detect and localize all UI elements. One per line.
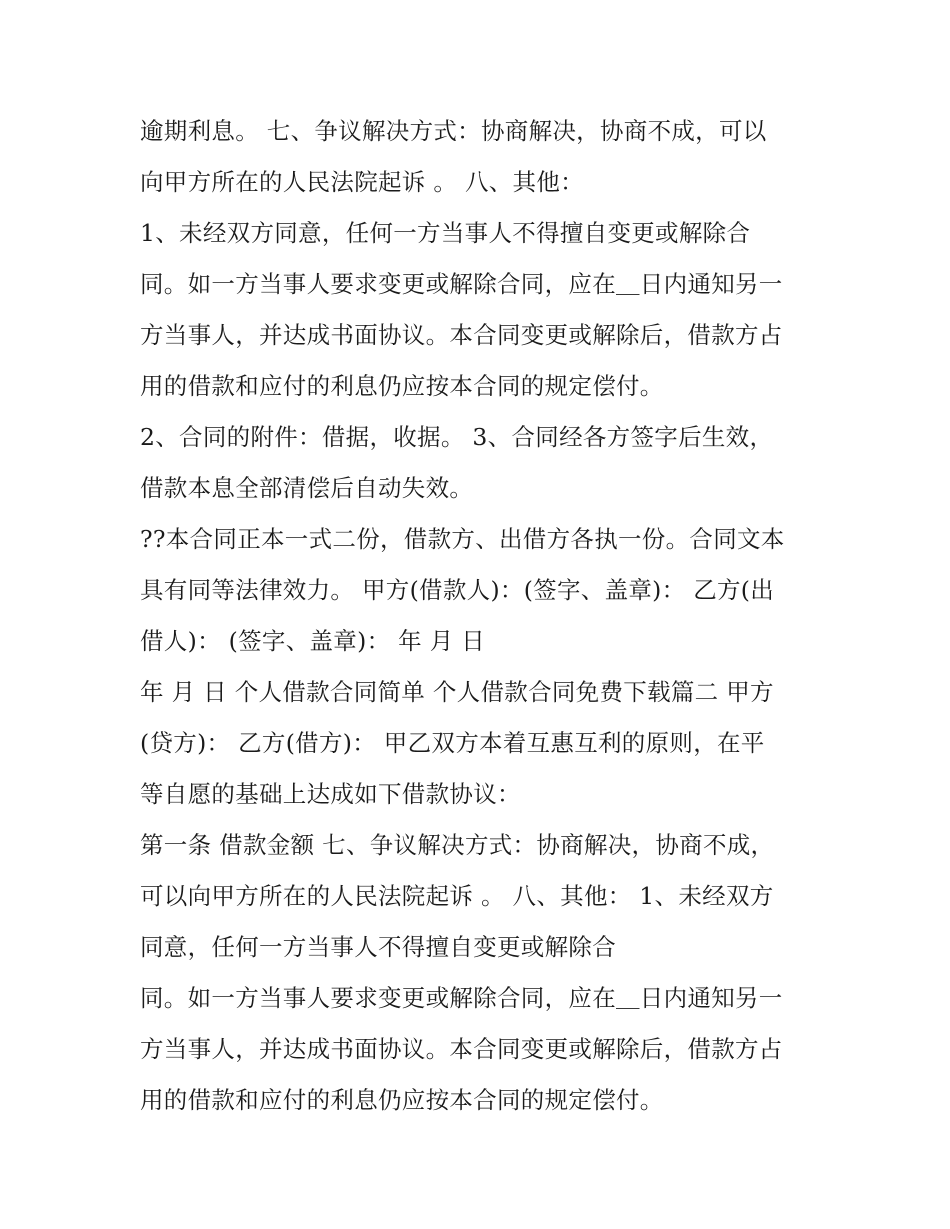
text-line: 同。如一方当事人要求变更或解除合同，应在＿日内通知另一: [140, 984, 783, 1012]
text-line: 可以向甲方所在的人民法院起诉 。 八、其他： 1、未经双方: [140, 882, 774, 910]
text-line: 1、未经双方同意，任何一方当事人不得擅自变更或解除合: [140, 219, 751, 247]
text-line: 向甲方所在的人民法院起诉 。 八、其他：: [140, 168, 584, 196]
text-line: 等自愿的基础上达成如下借款协议：: [140, 780, 521, 808]
text-line: 2、合同的附件：借据，收据。 3、合同经各方签字后生效，: [140, 423, 774, 451]
text-line: 借人)： (签字、盖章)： 年 月 日: [140, 627, 486, 655]
text-line: 同意，任何一方当事人不得擅自变更或解除合: [140, 933, 616, 961]
text-line: 方当事人，并达成书面协议。本合同变更或解除后，借款方占: [140, 1035, 783, 1063]
text-line: 具有同等法律效力。 甲方(借款人)：(签字、盖章)： 乙方(出: [140, 576, 775, 604]
text-line: 第一条 借款金额 七、争议解决方式：协商解决，协商不成，: [140, 831, 775, 859]
text-line: (贷方)： 乙方(借方)： 甲乙双方本着互惠互利的原则，在平: [140, 729, 765, 757]
text-line: 年 月 日 个人借款合同简单 个人借款合同免费下载篇二 甲方: [140, 678, 774, 706]
text-line: ??本合同正本一式二份，借款方、出借方各执一份。合同文本: [140, 525, 785, 553]
text-line: 借款本息全部清偿后自动失效。: [140, 474, 474, 502]
text-line: 同。如一方当事人要求变更或解除合同，应在＿日内通知另一: [140, 270, 783, 298]
text-line: 用的借款和应付的利息仍应按本合同的规定偿付。: [140, 1086, 664, 1114]
document-body: [140, 106, 840, 1126]
text-line: 方当事人，并达成书面协议。本合同变更或解除后，借款方占: [140, 321, 783, 349]
text-line: 用的借款和应付的利息仍应按本合同的规定偿付。: [140, 372, 664, 400]
text-line: 逾期利息。 七、争议解决方式：协商解决，协商不成，可以: [140, 117, 767, 145]
